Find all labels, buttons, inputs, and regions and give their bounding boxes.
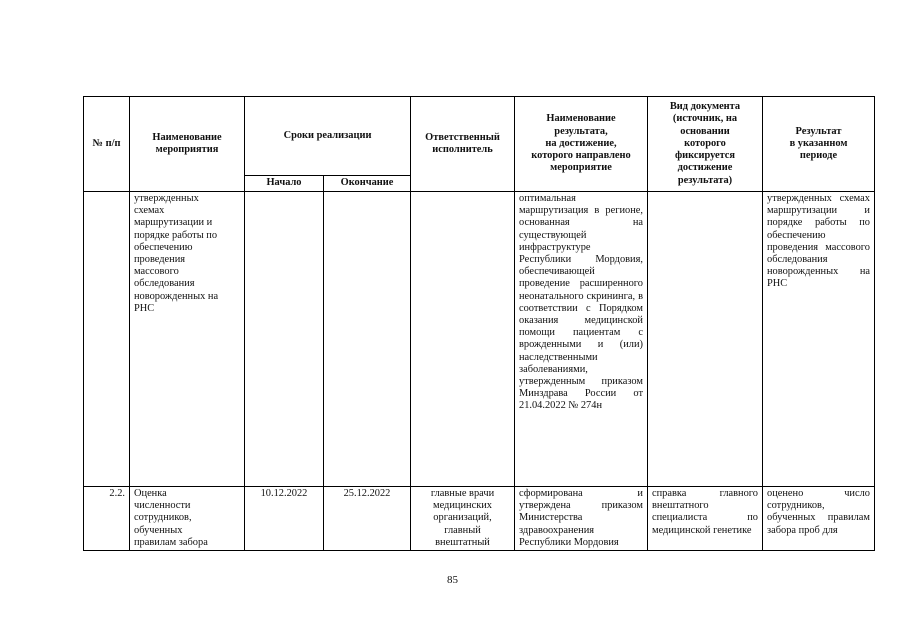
- cell-name: утвержденных схемах маршрутизации и порядке работы по обеспечению проведения массового обследования новорожденных на РНС: [130, 192, 245, 487]
- cell-result: оценено число сотрудников, обученных правилам забора проб для: [763, 487, 875, 551]
- cell-start: [245, 192, 324, 487]
- cell-result-name: оптимальная маршрутизация в регионе, основанная на существующей инфраструктуре Республики Мордовия, обеспечивающей проведение расширенного неонатального скрининга, в соответствии с Порядком оказания медицинской помощи пациентам с врожденными и (или) наследственными заболеваниями, утвержденным приказом Минздрава России от 21.04.2022 № 274н: [515, 192, 648, 487]
- header-result: Результат в указанном периоде: [763, 97, 875, 192]
- cell-doc-type: справка главного внештатного специалиста по медицинской генетике: [648, 487, 763, 551]
- header-end: Окончание: [324, 176, 411, 192]
- header-responsible: Ответственный исполнитель: [411, 97, 515, 192]
- table-row: [84, 192, 875, 487]
- page-number: 85: [447, 574, 458, 586]
- cell-start: 10.12.2022: [245, 487, 324, 551]
- header-doc-type: Вид документа (источник, на основании которого фиксируется достижение результата): [648, 97, 763, 192]
- header-start: Начало: [245, 176, 324, 192]
- cell-num: [84, 192, 130, 487]
- cell-end: 25.12.2022: [324, 487, 411, 551]
- header-row: [84, 97, 875, 176]
- cell-name: Оценка численности сотрудников, обученных правилам забора: [130, 487, 245, 551]
- cell-responsible: главные врачи медицинских организаций, главный внештатный: [411, 487, 515, 551]
- header-num: № п/п: [84, 97, 130, 192]
- cell-result: утвержденных схемах маршрутизации и порядке работы по обеспечению проведения массового обследования новорожденных на РНС: [763, 192, 875, 487]
- cell-end: [324, 192, 411, 487]
- activities-table: [83, 96, 875, 551]
- header-terms: Сроки реализации: [245, 97, 411, 176]
- cell-num: 2.2.: [84, 487, 130, 551]
- header-result-name: Наименование результата, на достижение, которого направлено мероприятие: [515, 97, 648, 192]
- header-name: Наименование мероприятия: [130, 97, 245, 192]
- cell-result-name: сформирована и утверждена приказом Министерства здравоохранения Республики Мордовия: [515, 487, 648, 551]
- cell-doc-type: [648, 192, 763, 487]
- cell-responsible: [411, 192, 515, 487]
- table-row: [84, 487, 875, 551]
